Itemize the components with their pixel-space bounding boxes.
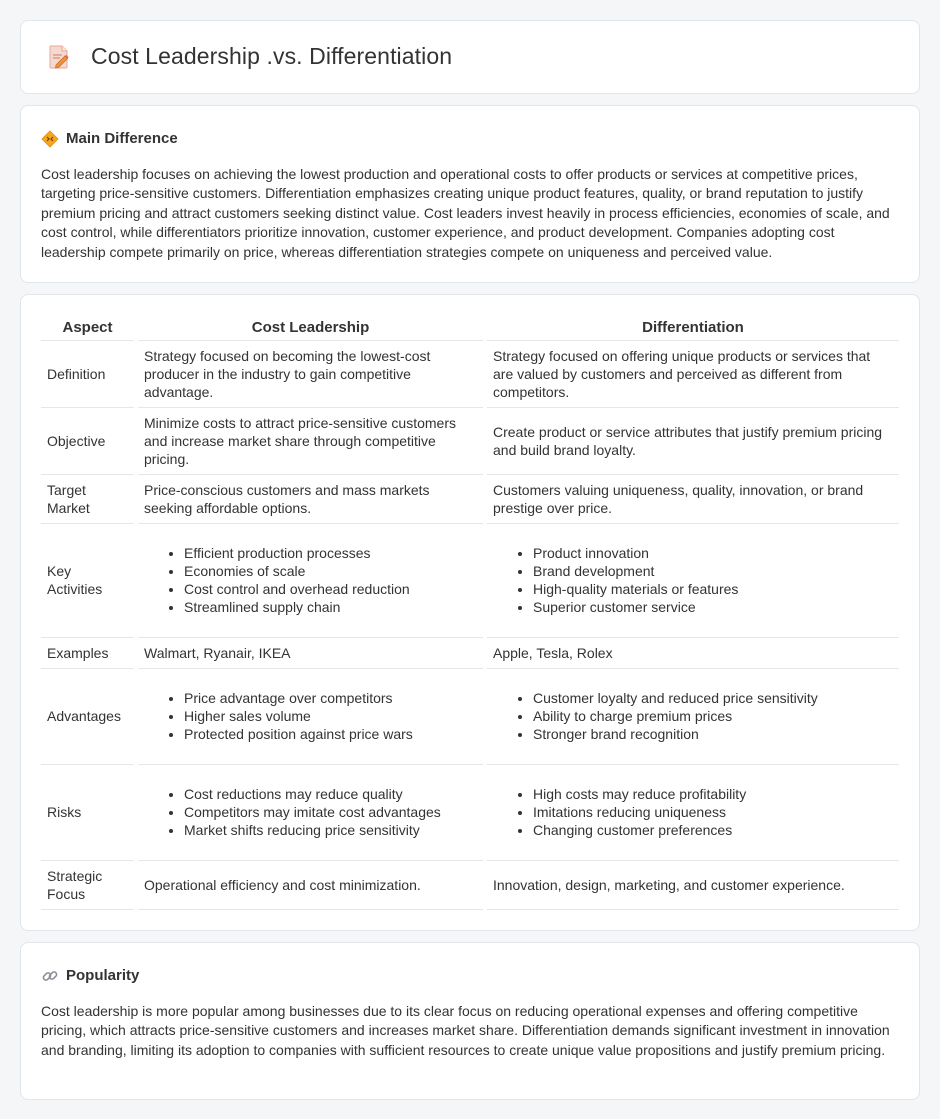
list-item: • Superior customer service bbox=[533, 598, 893, 616]
page-title: Cost Leadership .vs. Differentiation bbox=[91, 43, 453, 70]
list-item: • Protected position against price wars bbox=[184, 725, 477, 743]
cell-aspect: Definition bbox=[41, 341, 134, 408]
list-item: • Market shifts reducing price sensitivity bbox=[184, 821, 477, 839]
list-item: • Price advantage over competitors bbox=[184, 689, 477, 707]
cell-aspect: Objective bbox=[41, 408, 134, 475]
document-pencil-icon bbox=[47, 44, 71, 70]
cell-differentiation: Strategy focused on offering unique products or services that are valued by customers and perceived as different from competitors. bbox=[487, 341, 899, 408]
list-item: • Product innovation bbox=[533, 544, 893, 562]
main-difference-heading bbox=[41, 128, 899, 150]
table-row bbox=[41, 638, 899, 669]
table-row bbox=[41, 408, 899, 475]
popularity-section bbox=[20, 942, 920, 1100]
cell-cost-leadership: Walmart, Ryanair, IKEA bbox=[138, 638, 483, 669]
bullet-list bbox=[493, 785, 893, 839]
list-item: • Ability to charge premium prices bbox=[533, 707, 893, 725]
popularity-text: Cost leadership is more popular among businesses due to its clear focus on reducing operational expenses and offering competitive pricing, which attracts price-sensitive customers and increases market share. Differentiation demands significant investment in innovation and branding, limiting its adoption to companies with sufficient resources to create unique value propositions and justify premium pricing. bbox=[41, 1002, 890, 1058]
link-icon bbox=[41, 967, 59, 985]
cell-aspect: Strategic Focus bbox=[41, 861, 134, 910]
list-item: • High-quality materials or features bbox=[533, 580, 893, 598]
cell-aspect: Key Activities bbox=[41, 524, 134, 638]
list-item: • Streamlined supply chain bbox=[184, 598, 477, 616]
list-item: • Brand development bbox=[533, 562, 893, 580]
cell-differentiation bbox=[487, 669, 899, 765]
bullet-list bbox=[144, 544, 477, 616]
cell-cost-leadership: Operational efficiency and cost minimization. bbox=[138, 861, 483, 910]
list-item: • Higher sales volume bbox=[184, 707, 477, 725]
list-item: • Economies of scale bbox=[184, 562, 477, 580]
header-aspect: Aspect bbox=[41, 313, 134, 341]
list-item: • Stronger brand recognition bbox=[533, 725, 893, 743]
bullet-list bbox=[493, 689, 893, 743]
main-difference-section bbox=[20, 105, 920, 283]
header-cost-leadership: Cost Leadership bbox=[138, 313, 483, 341]
list-item: • Competitors may imitate cost advantages bbox=[184, 803, 477, 821]
list-item: • High costs may reduce profitability bbox=[533, 785, 893, 803]
bullet-list bbox=[144, 689, 477, 743]
list-item: • Cost control and overhead reduction bbox=[184, 580, 477, 598]
cell-aspect: Advantages bbox=[41, 669, 134, 765]
cell-aspect: Examples bbox=[41, 638, 134, 669]
table-row bbox=[41, 765, 899, 861]
cell-differentiation: Apple, Tesla, Rolex bbox=[487, 638, 899, 669]
table-row bbox=[41, 524, 899, 638]
cell-differentiation: Customers valuing uniqueness, quality, innovation, or brand prestige over price. bbox=[487, 475, 899, 524]
table-header-row bbox=[41, 313, 899, 341]
comparison-table-card bbox=[20, 294, 920, 931]
bullet-list bbox=[493, 544, 893, 616]
cell-cost-leadership: Strategy focused on becoming the lowest-cost producer in the industry to gain competitive advantage. bbox=[138, 341, 483, 408]
list-item: • Cost reductions may reduce quality bbox=[184, 785, 477, 803]
list-item: • Changing customer preferences bbox=[533, 821, 893, 839]
table-row bbox=[41, 669, 899, 765]
table-row bbox=[41, 341, 899, 408]
cell-cost-leadership: Price-conscious customers and mass markets seeking affordable options. bbox=[138, 475, 483, 524]
comparison-table bbox=[37, 313, 903, 910]
cell-differentiation bbox=[487, 524, 899, 638]
main-difference-heading-text: Main Difference bbox=[66, 130, 178, 147]
list-item: • Efficient production processes bbox=[184, 544, 477, 562]
cell-cost-leadership bbox=[138, 669, 483, 765]
header-differentiation: Differentiation bbox=[487, 313, 899, 341]
cell-cost-leadership: Minimize costs to attract price-sensitive customers and increase market share through competitive pricing. bbox=[138, 408, 483, 475]
bullet-list bbox=[144, 785, 477, 839]
cell-differentiation bbox=[487, 765, 899, 861]
cell-differentiation: Create product or service attributes that justify premium pricing and build brand loyalty. bbox=[487, 408, 899, 475]
cell-aspect: Risks bbox=[41, 765, 134, 861]
diamond-icon bbox=[41, 130, 59, 148]
cell-cost-leadership bbox=[138, 765, 483, 861]
list-item: • Customer loyalty and reduced price sensitivity bbox=[533, 689, 893, 707]
title-card bbox=[20, 20, 920, 94]
cell-aspect: Target Market bbox=[41, 475, 134, 524]
table-row bbox=[41, 861, 899, 910]
cell-cost-leadership bbox=[138, 524, 483, 638]
popularity-heading-text: Popularity bbox=[66, 967, 140, 984]
main-difference-text: Cost leadership focuses on achieving the lowest production and operational costs to offer products or services at competitive prices, targeting price-sensitive customers. Differentiation emphasizes creating unique product features, quality, or brand reputation to justify premium pricing and attract customers seeking distinct value. Cost leaders invest heavily in process efficiencies, economies of scale, and cost control, while differentiators prioritize innovation, customer experience, and product development. Companies adopting cost leadership compete primarily on price, whereas differentiation strategies compete on uniqueness and perceived value. bbox=[41, 165, 890, 260]
table-row bbox=[41, 475, 899, 524]
popularity-heading bbox=[41, 965, 899, 987]
cell-differentiation: Innovation, design, marketing, and customer experience. bbox=[487, 861, 899, 910]
list-item: • Imitations reducing uniqueness bbox=[533, 803, 893, 821]
